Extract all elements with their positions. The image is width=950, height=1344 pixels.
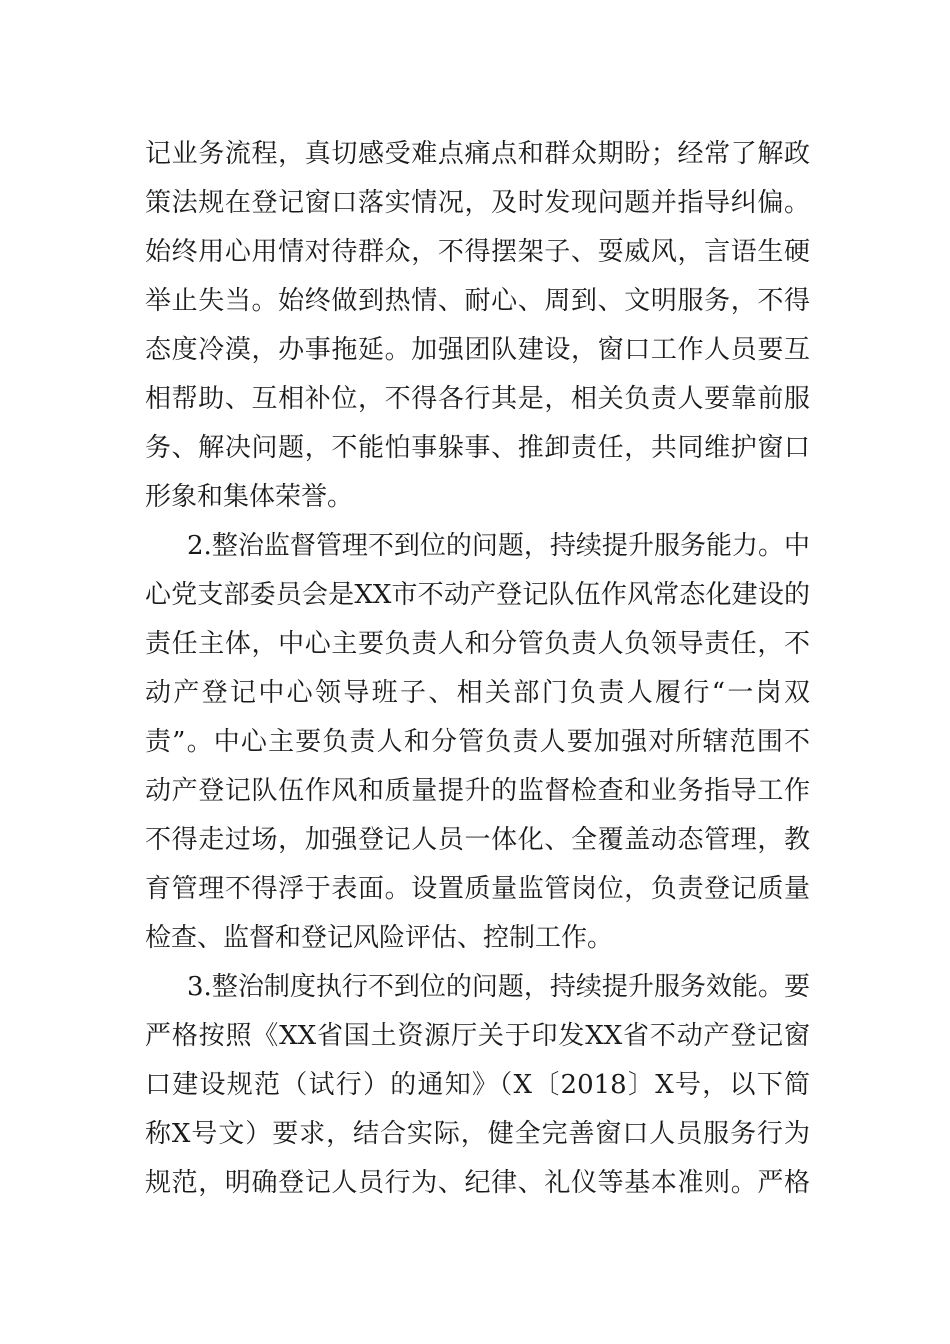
body-text-line: 动产登记中心领导班子、相关部门负责人履行“一岗双 xyxy=(145,678,810,708)
body-text-line: 心党支部委员会是XX市不动产登记队伍作风常态化建设的 xyxy=(145,580,810,610)
body-text-line: 严格按照《XX省国土资源厅关于印发XX省不动产登记窗 xyxy=(145,1021,810,1051)
body-text-line: 务、解决问题，不能怕事躲事、推卸责任，共同维护窗口 xyxy=(145,433,810,463)
body-text-line: 责”。中心主要负责人和分管负责人要加强对所辖范围不 xyxy=(145,727,810,757)
body-text-line: 不得走过场，加强登记人员一体化、全覆盖动态管理，教 xyxy=(145,825,810,855)
section-heading-line: 2.整治监督管理不到位的问题，持续提升服务能力。中 xyxy=(187,531,810,561)
body-text-line: 形象和集体荣誉。 xyxy=(145,482,354,512)
body-text-line: 育管理不得浮于表面。设置质量监管岗位，负责登记质量 xyxy=(145,874,810,904)
body-text-line: 态度冷漠，办事拖延。加强团队建设，窗口工作人员要互 xyxy=(145,335,810,365)
body-text-line: 责任主体，中心主要负责人和分管负责人负领导责任，不 xyxy=(145,629,810,659)
body-text-line: 记业务流程，真切感受难点痛点和群众期盼；经常了解政 xyxy=(145,139,810,169)
body-text-line: 始终用心用情对待群众，不得摆架子、耍威风，言语生硬 xyxy=(145,237,810,267)
body-text-line: 相帮助、互相补位，不得各行其是，相关负责人要靠前服 xyxy=(145,384,810,414)
body-text-line: 检查、监督和登记风险评估、控制工作。 xyxy=(145,923,614,953)
body-text-line: 规范，明确登记人员行为、纪律、礼仪等基本准则。严格 xyxy=(145,1168,810,1198)
body-text-line: 称X号文）要求，结合实际，健全完善窗口人员服务行为 xyxy=(145,1119,810,1149)
body-text-line: 口建设规范（试行）的通知》（X〔2018〕X号，以下简 xyxy=(145,1070,810,1100)
body-text-line: 动产登记队伍作风和质量提升的监督检查和业务指导工作 xyxy=(145,776,810,806)
body-text-line: 举止失当。始终做到热情、耐心、周到、文明服务，不得 xyxy=(145,286,810,316)
section-heading-line: 3.整治制度执行不到位的问题，持续提升服务效能。要 xyxy=(187,972,810,1002)
body-text-line: 策法规在登记窗口落实情况，及时发现问题并指导纠偏。 xyxy=(145,188,810,218)
